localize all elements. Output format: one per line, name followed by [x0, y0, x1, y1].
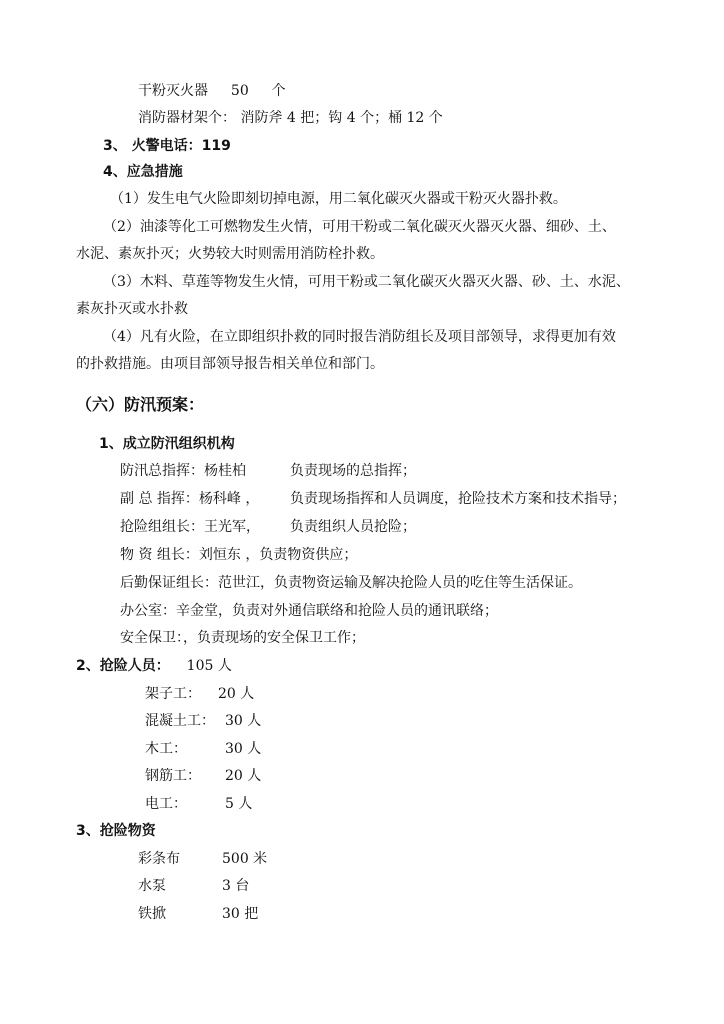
- personnel-count: 5 人: [225, 796, 253, 812]
- personnel-name: 钢筋工：: [145, 768, 201, 784]
- extinguisher-qty: 50: [230, 83, 249, 99]
- personnel-heading-label: 2、抢险人员：: [76, 658, 170, 674]
- material-qty: 500 米: [222, 851, 268, 867]
- material-qty: 30 把: [222, 906, 259, 922]
- flood-section-title: （六）防汛预案：: [76, 395, 205, 414]
- emergency-p4b: 的扑救措施。由项目部领导报告相关单位和部门。: [76, 356, 384, 372]
- material-name: 彩条布: [138, 851, 180, 867]
- personnel-heading: [76, 657, 232, 675]
- emergency-heading: 4、应急措施: [103, 164, 183, 180]
- org-row: [120, 490, 259, 508]
- emergency-p4a: （4）凡有火险，在立即组织扑救的同时报告消防组长及项目部领导，求得更加有效: [103, 329, 616, 345]
- org-role: 抢险组组长：王光军，: [120, 519, 260, 535]
- material-qty: 3 台: [222, 878, 250, 894]
- org-row: 物 资 组长：刘恒东 ，负责物资供应；: [120, 547, 358, 563]
- equipment-extinguisher-line: [138, 82, 286, 100]
- extinguisher-label: 干粉灭火器: [138, 83, 208, 99]
- org-row: 后勤保证组长：范世江，负责物资运输及解决抢险人员的吃住等生活保证。: [120, 575, 582, 591]
- personnel-count: 30 人: [225, 713, 262, 729]
- emergency-p3a: （3）木料、草莲等物发生火情，可用干粉或二氧化碳灭火器灭火器、砂、土、水泥、: [103, 274, 630, 290]
- org-duty: 负责现场指挥和人员调度，抢险技术方案和技术指导；: [290, 491, 626, 507]
- personnel-heading-count: 105 人: [186, 658, 232, 674]
- org-role: 防汛总指挥：杨桂柏: [120, 463, 246, 479]
- org-duty: 负责现场的总指挥；: [290, 463, 416, 479]
- material-name: 铁掀: [138, 906, 166, 922]
- fire-phone-heading: 3、 火警电话：119: [103, 138, 231, 154]
- emergency-p2b: 水泥、素灰扑灭；火势较大时则需用消防栓扑救。: [76, 246, 384, 262]
- org-row: [120, 518, 260, 536]
- personnel-name: 混凝土工：: [145, 713, 215, 729]
- emergency-p3b: 素灰扑灭或水扑救: [76, 301, 188, 317]
- org-role: 副 总 指挥：杨科峰 ，: [120, 491, 260, 507]
- personnel-count: 20 人: [225, 768, 262, 784]
- equipment-rack-line: 消防器材架个： 消防斧 4 把；钩 4 个；桶 12 个: [138, 110, 443, 126]
- personnel-count: 20 人: [218, 686, 255, 702]
- personnel-name: 木工：: [145, 741, 187, 757]
- org-row: 办公室：辛金堂，负责对外通信联络和抢险人员的通讯联络；: [120, 603, 498, 619]
- org-duty: 负责组织人员抢险；: [290, 519, 416, 535]
- materials-heading: 3、抢险物资: [76, 823, 156, 839]
- material-name: 水泵: [138, 878, 166, 894]
- extinguisher-unit: 个: [271, 83, 286, 99]
- flood-org-heading: 1、成立防汛组织机构: [99, 436, 235, 452]
- personnel-count: 30 人: [225, 741, 262, 757]
- personnel-name: 电工：: [145, 796, 187, 812]
- org-row: [120, 462, 246, 480]
- personnel-name: 架子工：: [145, 686, 201, 702]
- emergency-p2a: （2）油漆等化工可燃物发生火情，可用干粉或二氧化碳灭火器灭火器、细砂、土、: [103, 219, 616, 235]
- org-row: 安全保卫：，负责现场的安全保卫工作；: [120, 630, 365, 646]
- emergency-p1: （1）发生电气火险即刻切掉电源，用二氧化碳灭火器或干粉灭火器扑救。: [110, 191, 567, 207]
